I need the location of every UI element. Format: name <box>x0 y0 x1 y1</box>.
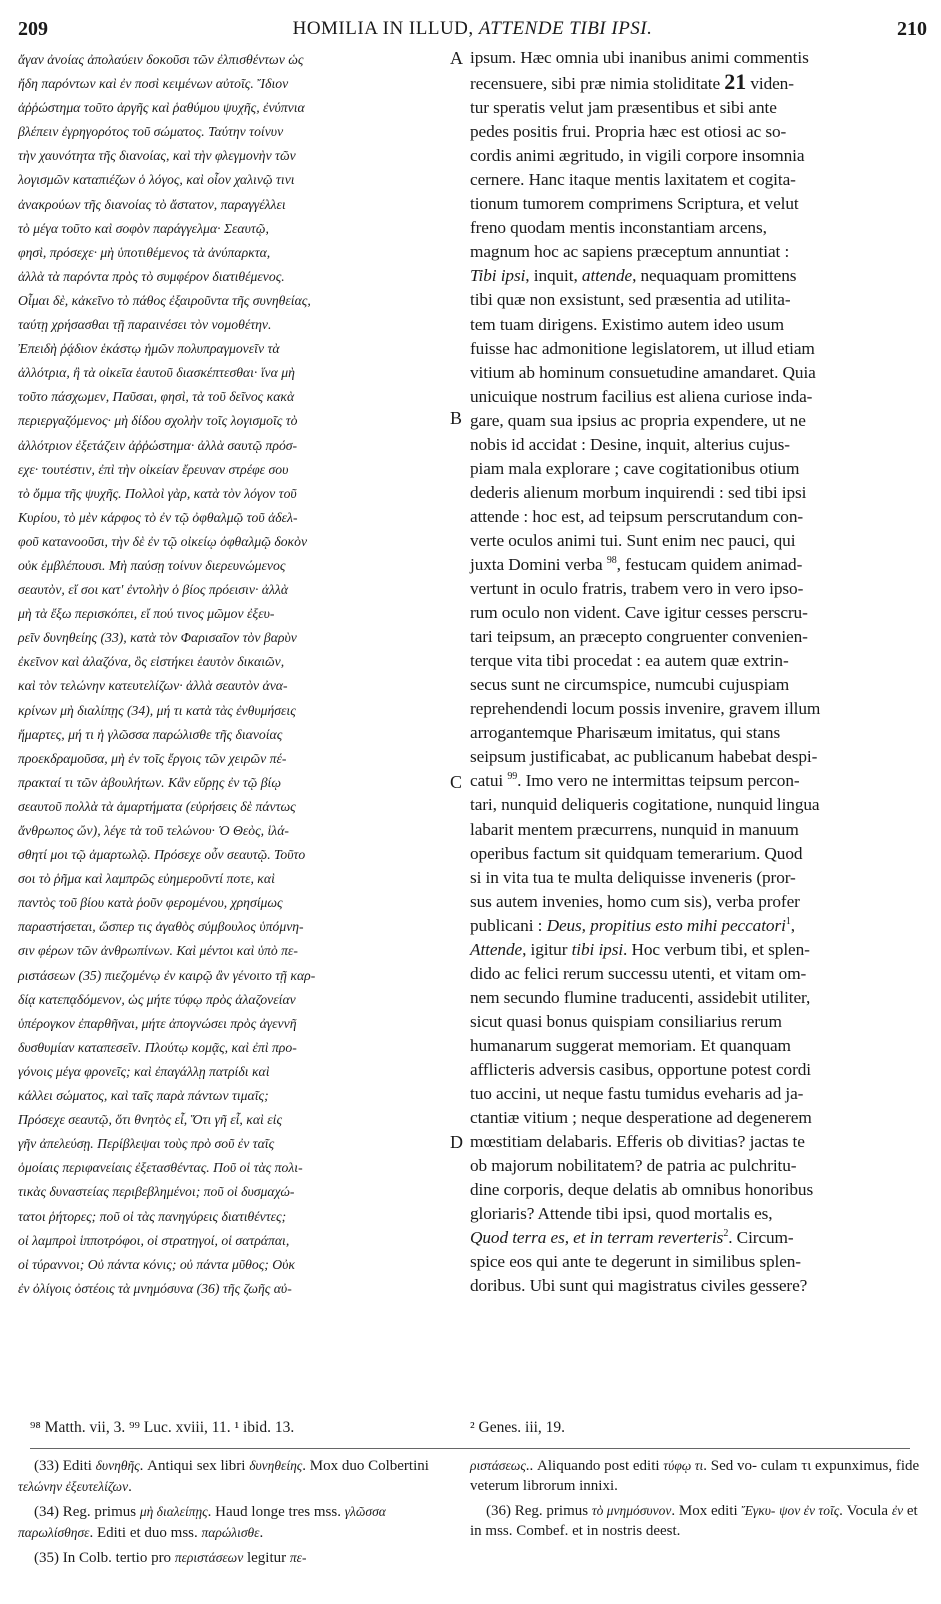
greek-line: τὸ ὄμμα τῆς ψυχῆς. Πολλοὶ γὰρ, κατὰ τὸν λόγον τοῦ <box>18 485 297 501</box>
greek-line: τοῦτο πάσχωμεν, Παῦσαι, φησὶ, τὰ τοῦ δεῖνος κακὰ <box>18 389 295 405</box>
greek-line: σοι τὸ ῥῆμα καὶ λαμπρῶς εὐημεροῦντί ποτε, καὶ <box>18 871 275 887</box>
greek-line: ἥμαρτες, μή τι ἡ γλῶσσα παρώλισθε τῆς διανοίας <box>18 726 283 742</box>
greek-line: Κυρίου, τὸ μὲν κάρφος τὸ ἐν τῷ ὀφθαλμῷ τοῦ ἀδελ- <box>18 509 298 525</box>
scripture-refs-right: ² Genes. iii, 19. <box>470 1419 566 1436</box>
note-34: (34) Reg. primus μὴ διαλείπῃς. Haud longe tres mss. γλῶσσα παρωλίσθησε. Editi et duo mss. παρώλισθε. <box>18 1504 386 1541</box>
latin-line: unicuique nostrum facilius est aliena curiose inda- <box>470 386 813 406</box>
greek-line: τικὰς δυναστείας περιβεβλημένοι; ποῦ οἱ δυσμαχώ- <box>18 1184 295 1200</box>
footnote-marker: 2 <box>723 1228 729 1240</box>
latin-line: mœstitiam delabaris. Efferis ob divitias? jactas te <box>470 1132 805 1152</box>
running-head <box>18 14 927 44</box>
latin-line: Quod terra es, et in terram reverteris$^2$. Circum- <box>470 1228 794 1248</box>
page-title <box>18 18 927 40</box>
greek-line: περιεργαζόμενος· μὴ δίδου σχολὴν τοῖς λογισμοῖς τὸ <box>18 413 298 429</box>
latin-line: dederis alienum morbum inquirendi : sed tibi ipsi <box>470 482 807 502</box>
latin-line: seipsum justificabat, ac publicanum habebat despi- <box>470 747 818 767</box>
greek-line: κάλλει σώματος, καὶ ταῖς παρὰ πάντων τιμαῖς; <box>18 1088 269 1104</box>
greek-line: ριστάσεων (35) πιεζομένῳ ἐν καιρῷ ἂν γένοιτο τῇ καρ- <box>18 967 316 983</box>
greek-line: ἐκεῖνον καὶ ἀλαζόνα, ὃς εἱστήκει ἑαυτὸν δικαιῶν, <box>18 654 285 670</box>
greek-line: βλέπειν ἐγρηγορότος τοῦ σώματος. Ταύτην τοίνυν <box>18 124 284 140</box>
latin-line: spice eos qui ante te degerunt in similibus splen- <box>470 1252 801 1272</box>
scripture-references <box>30 1419 927 1441</box>
latin-line: arrogantemque Pharisæum imitatus, qui stans <box>470 723 781 743</box>
latin-line: tibi quæ non exsistunt, sed præsentia ad utilita- <box>470 290 791 310</box>
page-number-right: 210 <box>897 18 927 40</box>
latin-line: doribus. Ubi sunt qui magistratus civiles gessere? <box>470 1276 808 1296</box>
latin-line: juxta Domini verba $^{98}$, festucam quidem animad- <box>470 554 803 574</box>
greek-line: εχε· τουτέστιν, ἐπὶ τὴν οἰκείαν ἔρευναν στρέφε σου <box>18 461 289 477</box>
greek-line: ταύτῃ χρήσασθαι τῇ παραινέσει τὸν νομοθέτην. <box>18 317 272 333</box>
latin-line: afflicteris adversis casibus, opportune potest cordi <box>470 1059 811 1079</box>
greek-line: οἱ τύραννοι; Οὐ πάντα κόνις; οὐ πάντα μῦθος; Οὐκ <box>18 1256 295 1272</box>
latin-line: ctantiæ vitium ; neque desperatione ad degenerem <box>470 1108 812 1128</box>
notes-divider <box>30 1448 910 1449</box>
latin-line: rum oculo non vident. Cave igitur cesses perscru- <box>470 603 808 623</box>
note-35-continued: ριστάσεως.. Aliquando post editi τύφῳ τι. Sed vo- culam τι expunximus, fide veterum librorum innixi. <box>470 1458 920 1494</box>
note-36: (36) Reg. primus τὸ μνημόσυνον. Mox editi Ἔγκυ- ψον ἐν τοῖς. Vocula ἐν et in mss. Combef. et in nostris deest. <box>470 1503 918 1539</box>
latin-line: ipsum. Hæc omnia ubi inanibus animi commentis <box>470 48 809 67</box>
greek-line: ρεῖν δυνηθείης (33), κατὰ τὸν Φαρισαῖον τὸν βαρὺν <box>18 630 297 646</box>
greek-line: ἤδη παρόντων καὶ ἐν ποσὶ κειμένων αὐτοῖς. Ἴδιον <box>18 76 289 92</box>
latin-line: pedes positis frui. Propria hæc est otiosi ac so- <box>470 122 787 142</box>
greek-line: δίᾳ κατεπᾳδόμενον, ὡς μήτε τύφῳ πρὸς ἀλαζονείαν <box>18 991 296 1007</box>
greek-line: προεκδραμοῦσα, μὴ ἐν τοῖς ἔργοις τῶν χειρῶν πέ- <box>18 750 287 766</box>
latin-line: catui $^{99}$. Imo vero ne intermittas teipsum percon- <box>470 771 800 791</box>
latin-line: gloriaris? Attende tibi ipsi, quod mortalis es, <box>470 1204 773 1224</box>
latin-line: dido ac felici rerum successu utenti, et vitam om- <box>470 963 807 983</box>
greek-line: ὁμοίαις περιφανείαις ἐξετασθέντας. Ποῦ οἱ τὰς πολι- <box>18 1160 303 1176</box>
margin-letter-b: B <box>450 408 463 428</box>
latin-line: si in vita tua te multa deliquisse inveneris (pror- <box>470 867 796 887</box>
latin-line: gare, quam sua ipsius ac propria expendere, ut ne <box>470 410 806 430</box>
latin-line: nobis id accidat : Desine, inquit, alterius cujus- <box>470 434 790 454</box>
latin-line: tari teipsum, an præcepto congruenter convenien- <box>470 627 808 647</box>
greek-text-column <box>18 48 448 1301</box>
latin-text-column <box>470 46 926 1298</box>
latin-line: Attende, igitur tibi ipsi. Hoc verbum tibi, et splen- <box>470 939 810 959</box>
latin-line: reprehendendi locum possis invenire, gravem illum <box>470 699 821 719</box>
greek-line: σιν φέρων τῶν ἀνθρωπίνων. Καὶ μέντοι καὶ ὑπὸ πε- <box>18 943 298 959</box>
greek-line: σεαυτὸν, εἴ σοι κατ' ἐντολὴν ὁ βίος πρόεισιν· ἀλλὰ <box>18 582 289 598</box>
greek-line: κρίνων μὴ διαλίπῃς (34), μή τι κατὰ τὰς ἐνθυμήσεις <box>18 702 296 718</box>
latin-line: cernere. Hanc itaque mentis laxitatem et cogita- <box>470 170 796 190</box>
latin-line: piam mala explorare ; cave cogitationibus otium <box>470 458 800 478</box>
greek-line: Πρόσεχε σεαυτῷ, ὅτι θνητὸς εἶ, Ὅτι γῆ εἶ, καὶ εἰς <box>18 1112 282 1128</box>
greek-line: ὑπέρογκον ἐπαρθῆναι, μήτε ἀπογνώσει πρὸς ἀγεννῆ <box>18 1015 297 1031</box>
title-italic: ATTENDE TIBI IPSI. <box>478 18 653 39</box>
latin-line: humanarum suggerat memoriam. Et quanquam <box>470 1035 791 1055</box>
margin-letter-a: A <box>450 48 463 68</box>
latin-line: vertunt in oculo fratris, trabem vero in vero ipso- <box>470 579 804 599</box>
greek-line: πρακταί τι τῶν ἀβουλήτων. Κἂν εὕρῃς ἐν τῷ βίῳ <box>18 774 281 790</box>
note-35: (35) In Colb. tertio pro περιστάσεων legitur πε- <box>34 1550 307 1566</box>
greek-line: γόνοις μέγα φρονεῖς; καὶ ἐπαγάλλῃ πατρίδι καὶ <box>18 1063 270 1079</box>
greek-line: Ἐπειδὴ ῥᾴδιον ἑκάστῳ ἡμῶν πολυπραγμονεῖν τὰ <box>18 341 280 357</box>
latin-line: vitium ab hominum consuetudine amandaret. Quia <box>470 362 816 382</box>
greek-line: οἱ λαμπροὶ ἱπποτρόφοι, οἱ στρατηγοί, οἱ σατράπαι, <box>18 1232 290 1248</box>
greek-line: τὴν χαυνότητα τῆς διανοίας, καὶ τὴν φλεγμονὴν τῶν <box>18 148 296 164</box>
scripture-refs-left: ⁹⁸ Matth. vii, 3. ⁹⁹ Luc. xviii, 11. ¹ ibid. 13. <box>30 1419 295 1436</box>
greek-line: ἄγαν ἀνοίας ἀπολαύειν δοκοῦσι τῶν ἐλπισθέντων ὡς <box>18 52 304 67</box>
latin-line: publicani : Deus, propitius esto mihi peccatori$^1$, <box>470 915 795 935</box>
footnote-marker: 1 <box>785 915 791 927</box>
greek-line: γῆν ἀπελεύσῃ. Περίβλεψαι τοὺς πρὸ σοῦ ἐν ταῖς <box>18 1136 275 1152</box>
latin-line: Tibi ipsi, inquit, attende, nequaquam promittens <box>470 266 797 286</box>
margin-letter-c: C <box>450 772 463 792</box>
greek-line: φησὶ, πρόσεχε· μὴ ὑποτιθέμενος τὰ ἀνύπαρκτα, <box>18 244 271 260</box>
greek-line: ἀλλότριον ἐξετάζειν ἀῤῥώστημα· ἀλλὰ σαυτῷ πρόσ- <box>18 437 298 453</box>
latin-line: labarit mentem præcurrens, nunquid in manuum <box>470 819 799 839</box>
greek-line: φοῦ κατανοοῦσι, τὴν δὲ ἐν τῷ οἰκείῳ ὀφθαλμῷ δοκὸν <box>18 533 308 549</box>
latin-line: attende : hoc est, ad teipsum perscrutandum con- <box>470 506 804 526</box>
latin-line: fuisse hac admonitione legislatorem, ut illud etiam <box>470 338 815 358</box>
greek-line: ἄνθρωπος ὤν), λέγε τὰ τοῦ τελώνου· Ὁ Θεὸς, ἱλά- <box>18 823 289 838</box>
page-number-left: 209 <box>18 18 48 40</box>
greek-line: δυσθυμίαν καταπεσεῖν. Πλούτῳ κομᾷς, καὶ ἐπὶ προ- <box>18 1039 297 1055</box>
greek-line: καὶ τὸν τελώνην κατευτελίζων· ἀλλὰ σεαυτὸν ἀνα- <box>18 678 288 694</box>
latin-line: terque vita tibi procedat : ea autem quæ extrin- <box>470 651 789 671</box>
greek-line: οὐκ ἐμβλέπουσι. Μὴ παύσῃ τοίνυν διερευνώμενος <box>18 557 286 573</box>
greek-line: ἀῤῥώστημα τοῦτο ἀργῆς καὶ ῥαθύμου ψυχῆς, ἐνύπνια <box>18 100 305 116</box>
latin-line: sicut quasi bonus quispiam consiliarius rerum <box>470 1011 782 1031</box>
latin-line: cordis animi ægritudo, in vigili corpore insomnia <box>470 146 805 166</box>
greek-line: ἐν ὀλίγοις ὀστέοις τὰ μνημόσυνα (36) τῆς ζωῆς αὐ- <box>18 1280 292 1296</box>
latin-line: tem tuam dirigens. Existimo autem ideo usum <box>470 314 784 334</box>
latin-line: recensuere, sibi præ nimia stoliditate 21 viden- <box>470 69 794 95</box>
greek-line: σθητί μοι τῷ ἁμαρτωλῷ. Πρόσεχε οὖν σεαυτῷ. Τοῦτο <box>18 847 306 863</box>
greek-line: ἀλλὰ τὰ παρόντα πρὸς τὸ συμφέρον διατιθέμενος. <box>18 268 285 284</box>
note-33: (33) Editi δυνηθῆς. Antiqui sex libri δυνηθείης. Mox duo Colbertini τελώνην ἐξευτελίζων. <box>18 1458 429 1495</box>
latin-line: freno quodam mentis inconstantiam arcens, <box>470 218 767 238</box>
column-number: 21 <box>724 69 747 95</box>
greek-line: σεαυτοῦ πολλὰ τὰ ἁμαρτήματα (εὑρήσεις δὲ πάντως <box>18 798 296 814</box>
latin-line: operibus factum sit quidquam temerarium. Quod <box>470 843 803 863</box>
latin-line: ob majorum nobilitatem? de patria ac pulchritu- <box>470 1156 797 1176</box>
latin-line: tionum tumorem comprimens Scriptura, et velut <box>470 194 799 214</box>
greek-line: μὴ τὰ ἔξω περισκόπει, εἴ πού τινος μῶμον ἐξευ- <box>18 606 275 622</box>
margin-letter-d: D <box>450 1132 463 1152</box>
latin-line: nem secundo flumine traducenti, assidebit utiliter, <box>470 987 811 1007</box>
latin-line: secus sunt ne circumspice, numcubi cujuspiam <box>470 675 790 695</box>
footnote-marker: 98 <box>606 555 617 567</box>
notes-right-column <box>470 1456 926 1546</box>
footnote-marker: 99 <box>507 771 518 783</box>
greek-line: λογισμῶν καταπιέζων ὁ λόγος, καὶ οἷον χαλινῷ τινι <box>18 172 295 188</box>
notes-left-column <box>18 1456 448 1574</box>
greek-line: παραστήσεται, ὥσπερ τις ἀγαθὸς σύμβουλος ὑπόμνη- <box>18 919 304 935</box>
greek-line: ἀνακρούων τῆς διανοίας τὸ ἄστατον, παραγγέλλει <box>18 196 286 212</box>
greek-line: ἀλλότρια, ἢ τὰ οἰκεῖα ἑαυτοῦ διασκέπτεσθαι· ἵνα μὴ <box>18 365 295 381</box>
greek-line: τὸ μέγα τοῦτο καὶ σοφὸν παράγγελμα· Σεαυτῷ, <box>18 220 269 236</box>
title-plain: HOMILIA IN ILLUD, <box>292 18 479 39</box>
greek-line: Οἶμαι δὲ, κἀκεῖνο τὸ πάθος ἐξαιροῦντα τῆς συνηθείας, <box>18 292 311 308</box>
greek-line: τατοι ῥήτορες; ποῦ οἱ τὰς πανηγύρεις διατιθέντες; <box>18 1208 287 1224</box>
latin-line: magnum hoc ac sapiens præceptum annuntiat : <box>470 242 790 262</box>
latin-line: tari, nunquid deliqueris cogitatione, nunquid lingua <box>470 795 820 815</box>
latin-line: tuo accini, ut neque fastu tumidus eveharis ad ja- <box>470 1084 804 1104</box>
greek-line: παντὸς τοῦ βίου κατὰ ῥοῦν φερομένου, χρησίμως <box>18 895 283 911</box>
latin-line: sus autem invenies, homo cum sis), verba profer <box>470 891 800 911</box>
latin-line: dine corporis, deque delatis ab omnibus honoribus <box>470 1180 814 1200</box>
latin-line: tur speratis velut jam præsentibus et sibi ante <box>470 98 777 118</box>
latin-line: verte oculos animi tui. Sunt enim nec pauci, qui <box>470 530 796 550</box>
